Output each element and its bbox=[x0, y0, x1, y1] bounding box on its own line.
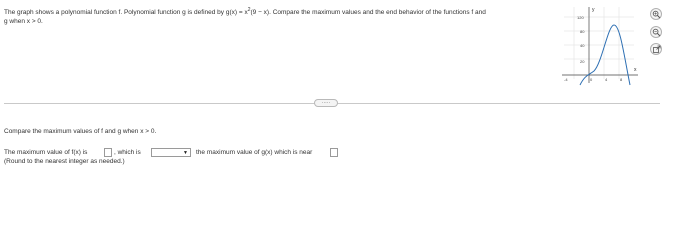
question-intro-a: The graph shows a polynomial function f. Polynomial function g is defined by g(x) = x bbox=[4, 9, 248, 16]
grid bbox=[564, 7, 634, 79]
curve-f bbox=[580, 25, 630, 85]
expand-more-button[interactable]: ····· bbox=[314, 99, 338, 107]
x-tick-label: 4 bbox=[605, 77, 608, 82]
question-intro-b: (9 − x). Compare the maximum values and the end behavior of the functions f and bbox=[250, 9, 486, 16]
comparison-dropdown[interactable] bbox=[151, 148, 191, 157]
x-tick-label: -4 bbox=[564, 77, 568, 82]
magnifier-minus-icon bbox=[652, 28, 661, 37]
g-max-value-input[interactable] bbox=[330, 148, 338, 157]
x-tick-label: 8 bbox=[620, 77, 623, 82]
x-axis-label: x bbox=[634, 67, 637, 73]
y-axis-label: y bbox=[592, 7, 595, 13]
x-tick-label: 0 bbox=[590, 77, 593, 82]
answer-text-3: the maximum value of g(x) which is near bbox=[196, 149, 313, 156]
question-line-2: g when x > 0. bbox=[4, 18, 43, 25]
popout-button[interactable] bbox=[650, 43, 662, 55]
zoom-out-button[interactable] bbox=[650, 26, 662, 38]
zoom-in-button[interactable] bbox=[650, 8, 662, 20]
dropdown-arrow-icon: ▼ bbox=[183, 150, 188, 156]
polynomial-graph bbox=[560, 5, 640, 87]
rounding-note: (Round to the nearest integer as needed.) bbox=[4, 158, 125, 165]
y-tick-label: 40 bbox=[580, 43, 585, 48]
f-max-value-input[interactable] bbox=[104, 148, 112, 157]
answer-text-2: , which is bbox=[114, 149, 141, 156]
y-tick-label: 80 bbox=[580, 29, 585, 34]
question-prompt: Compare the maximum values of f and g when x > 0. bbox=[4, 128, 157, 135]
popout-icon bbox=[652, 45, 661, 54]
question-line-1 bbox=[4, 8, 486, 17]
y-tick-label: 20 bbox=[580, 59, 585, 64]
magnifier-plus-icon bbox=[652, 10, 661, 19]
exponent: 2 bbox=[247, 6, 251, 13]
answer-text-1: The maximum value of f(x) is bbox=[4, 149, 88, 156]
y-tick-label: 120 bbox=[577, 15, 584, 20]
